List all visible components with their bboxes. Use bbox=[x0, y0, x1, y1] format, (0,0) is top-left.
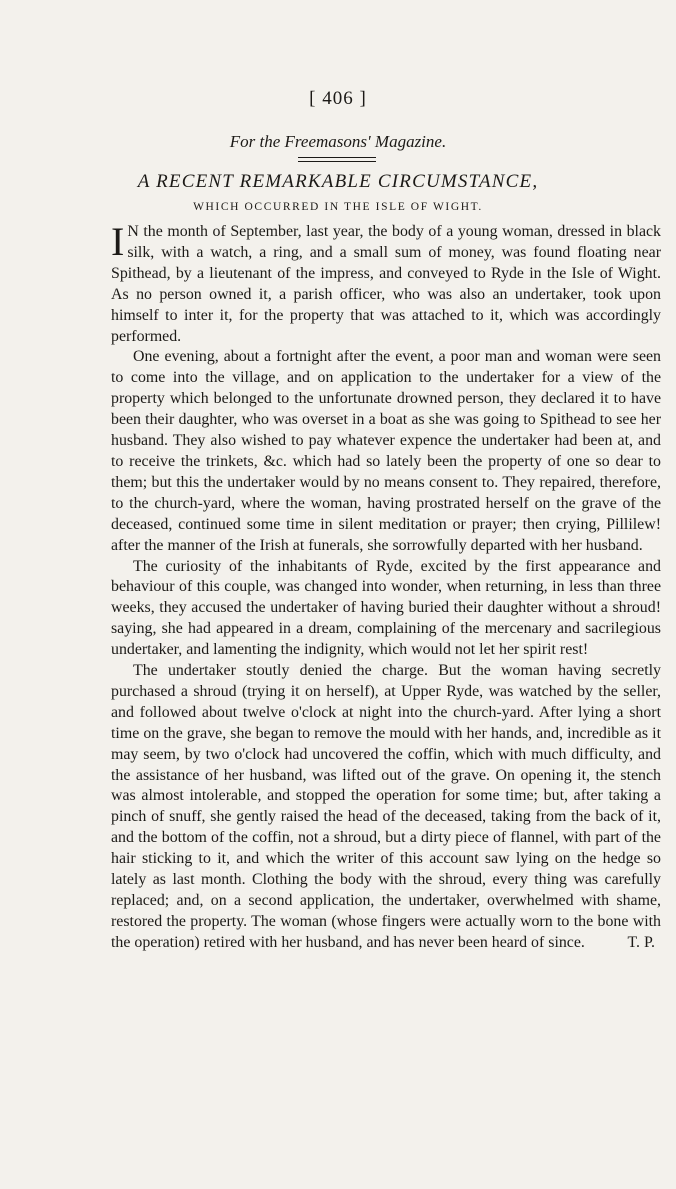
article-body bbox=[111, 219, 661, 954]
article-subtitle: WHICH OCCURRED IN THE ISLE OF WIGHT. bbox=[193, 201, 483, 213]
paragraph-2: One evening, about a fortnight after the event, a poor man and woman were seen to come into the village, and on application to the undertaker for a view of the property which belonged to the unfortunate drowned person, they declared it to have been their daughter, who was overset in a boat as she was going to Spithead to see her husband. They also wished to pay whatever expence the undertaker had been at, and to receive the trinkets, &c. which had so lately been the property of one so dear to them; but this the undertaker would by no means consent to. They repaired, therefore, to the church-yard, where the woman, having prostrated herself on the grave of the deceased, continued some time in silent meditation or prayer; then crying, Pillilew! after the manner of the Irish at funerals, she sorrowfully departed with her husband. bbox=[111, 348, 661, 554]
article-title: A RECENT REMARKABLE CIRCUMSTANCE, bbox=[137, 171, 539, 192]
paragraph-4-text: The undertaker stoutly denied the charge. But the woman having secretly purchased a shroud (trying it on herself), at Upper Ryde, was watched by the seller, and followed about twelve o'clock at night into the church-yard. After lying a short time on the grave, she began to remove the mould with her hands, and, incredible as it may seem, by two o'clock had uncovered the coffin, which with much difficulty, and the assistance of her husband, was lifted out of the grave. On opening it, the stench was almost intolerable, and stopped the operation for some time; but, after taking a pinch of snuff, she gently raised the head of the deceased, taking from the back of it, and the bottom of the coffin, not a shroud, but a dirty piece of flannel, with part of the hair sticking to it, and which the writer of this account saw lying on the hedge so lately as last month. Clothing the body with the shroud, every thing was carefully replaced; and, on a second application, the undertaker, overwhelmed with shame, restored the property. The woman (whose fingers were actually worn to the bone with the operation) retired with her husband, and has never been heard of since. bbox=[111, 662, 661, 951]
paragraph-1 bbox=[111, 219, 661, 347]
drop-cap: I bbox=[111, 219, 125, 264]
paragraph-3: The curiosity of the inhabitants of Ryde, excited by the first appearance and behaviour of this couple, was changed into wonder, when returning, in less than three weeks, they accused the undertaker of having buried their daughter without a shroud! saying, she had appeared in a dream, complaining of the mercenary and sacrilegious undertaker, and lamenting the indignity, which would not let her spirit rest! bbox=[111, 557, 661, 659]
title-rule bbox=[298, 157, 376, 165]
paragraph-1-text: N the month of September, last year, the body of a young woman, dressed in black silk, with a watch, a ring, and a small sum of money, was found floating near Spithead, by a lieutenant of the impress, and conveyed to Ryde in the Isle of Wight. As no person owned it, a parish officer, who was also an undertaker, took upon himself to inter it, for the property that was attached to it, which was accordingly performed. bbox=[111, 223, 661, 345]
rule-line-bottom bbox=[298, 161, 376, 162]
rule-line-top bbox=[298, 157, 376, 158]
author-signature: T. P. bbox=[627, 933, 655, 951]
page-number: [ 406 ] bbox=[309, 88, 367, 109]
paragraph-4 bbox=[111, 661, 661, 954]
source-line: For the Freemasons' Magazine. bbox=[229, 132, 447, 151]
